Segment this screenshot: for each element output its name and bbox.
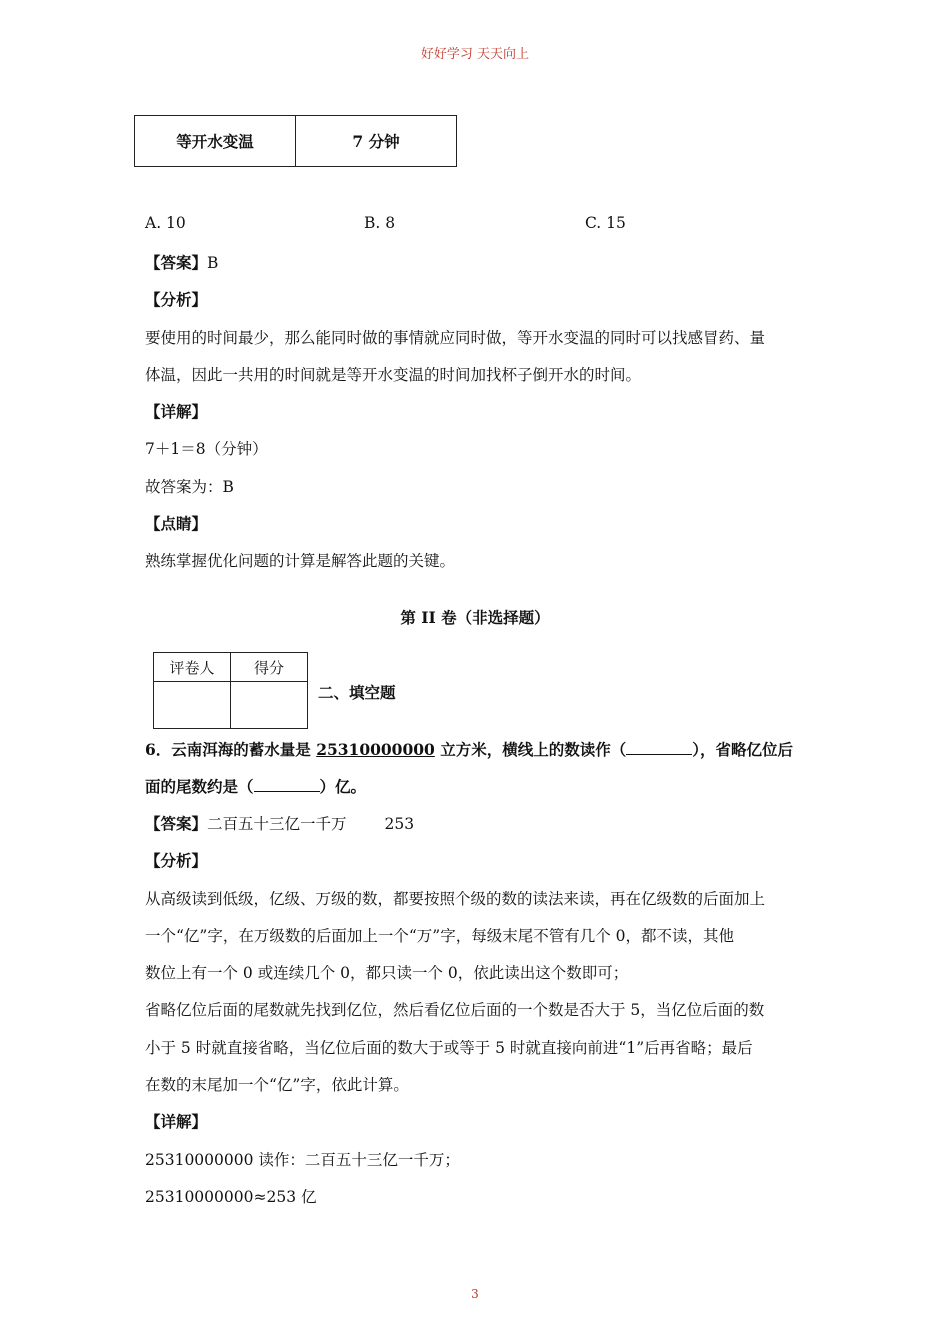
- q5-comment-tag: 【点睛】: [145, 514, 208, 533]
- q6-detail-line-1: 25310000000 读作：二百五十三亿一千万；: [145, 1151, 460, 1169]
- q6-line2-suffix: ）亿。: [319, 777, 367, 796]
- q6-mid: 立方米，横线上的数读作（: [434, 740, 627, 759]
- q5-answer: [145, 251, 218, 273]
- q6-detail-line-2: 25310000000≈253 亿: [145, 1188, 317, 1206]
- time-table: [134, 115, 457, 167]
- table-cell-time: 7 分钟: [296, 116, 457, 167]
- answer-2: 253: [384, 815, 415, 833]
- score-header: 得分: [231, 653, 308, 682]
- option-b: B. 8: [364, 214, 396, 232]
- q6-line2-prefix: 面的尾数约是（: [145, 777, 254, 796]
- q6-line-2: [145, 775, 366, 797]
- blank-2: [254, 776, 320, 793]
- q6-analysis-line-1: 从高级读到低级，亿级、万级的数，都要按照个级的数的读法来读，再在亿级数的后面加上: [145, 890, 766, 908]
- option-c: C. 15: [585, 214, 626, 232]
- q6-analysis-line-4: 省略亿位后面的尾数就先找到亿位，然后看亿位后面的一个数是否大于 5，当亿位后面的数: [145, 1001, 765, 1019]
- q5-analysis-line-2: 体温，因此一共用的时间就是等开水变温的时间加找杯子倒开水的时间。: [145, 366, 642, 384]
- section-title: 第 II 卷（非选择题）: [400, 608, 550, 627]
- q5-detail-line-1: 7＋1＝8（分钟）: [145, 440, 268, 458]
- score-cell: [231, 682, 308, 729]
- grader-cell: [154, 682, 231, 729]
- q6-analysis-line-2: 一个“亿”字，在万级数的后面加上一个“万”字，每级末尾不管有几个 0，都不读，其他: [145, 927, 734, 945]
- q6-analysis-tag: 【分析】: [145, 851, 208, 870]
- q6-prefix: 6．云南洱海的蓄水量是: [145, 740, 317, 759]
- q6-answer: [145, 812, 414, 834]
- q6-number: 25310000000: [316, 740, 435, 759]
- answer-tag: 【答案】: [145, 814, 208, 833]
- page-header: 好好学习 天天向上: [420, 47, 530, 62]
- q6-analysis-line-5: 小于 5 时就直接省略，当亿位后面的数大于或等于 5 时就直接向前进“1”后再省略；最后: [145, 1039, 753, 1057]
- answer-1: 二百五十三亿一千万: [207, 815, 347, 833]
- q6-analysis-line-3: 数位上有一个 0 或连续几个 0，都只读一个 0，依此读出这个数即可；: [145, 964, 629, 982]
- answer-value: B: [207, 254, 219, 272]
- q5-analysis-tag: 【分析】: [145, 290, 208, 309]
- q5-detail-line-2: 故答案为：B: [145, 478, 234, 496]
- grader-header: 评卷人: [154, 653, 231, 682]
- q5-comment: 熟练掌握优化问题的计算是解答此题的关键。: [145, 552, 456, 570]
- blank-1: [626, 739, 692, 756]
- q6-suffix: ），省略亿位后: [692, 740, 793, 759]
- q6-analysis-line-6: 在数的末尾加一个“亿”字，依此计算。: [145, 1076, 409, 1094]
- option-a: A. 10: [145, 214, 186, 232]
- grade-table: [153, 652, 308, 729]
- q6-detail-tag: 【详解】: [145, 1112, 208, 1131]
- table-cell-task: 等开水变温: [135, 116, 296, 167]
- q5-detail-tag: 【详解】: [145, 402, 208, 421]
- page-number: 3: [471, 1287, 479, 1301]
- answer-tag: 【答案】: [145, 253, 208, 272]
- q6-line-1: [145, 738, 793, 760]
- q5-analysis-line-1: 要使用的时间最少，那么能同时做的事情就应同时做，等开水变温的同时可以找感冒药、量: [145, 329, 766, 347]
- section2-title: 二、填空题: [318, 683, 396, 702]
